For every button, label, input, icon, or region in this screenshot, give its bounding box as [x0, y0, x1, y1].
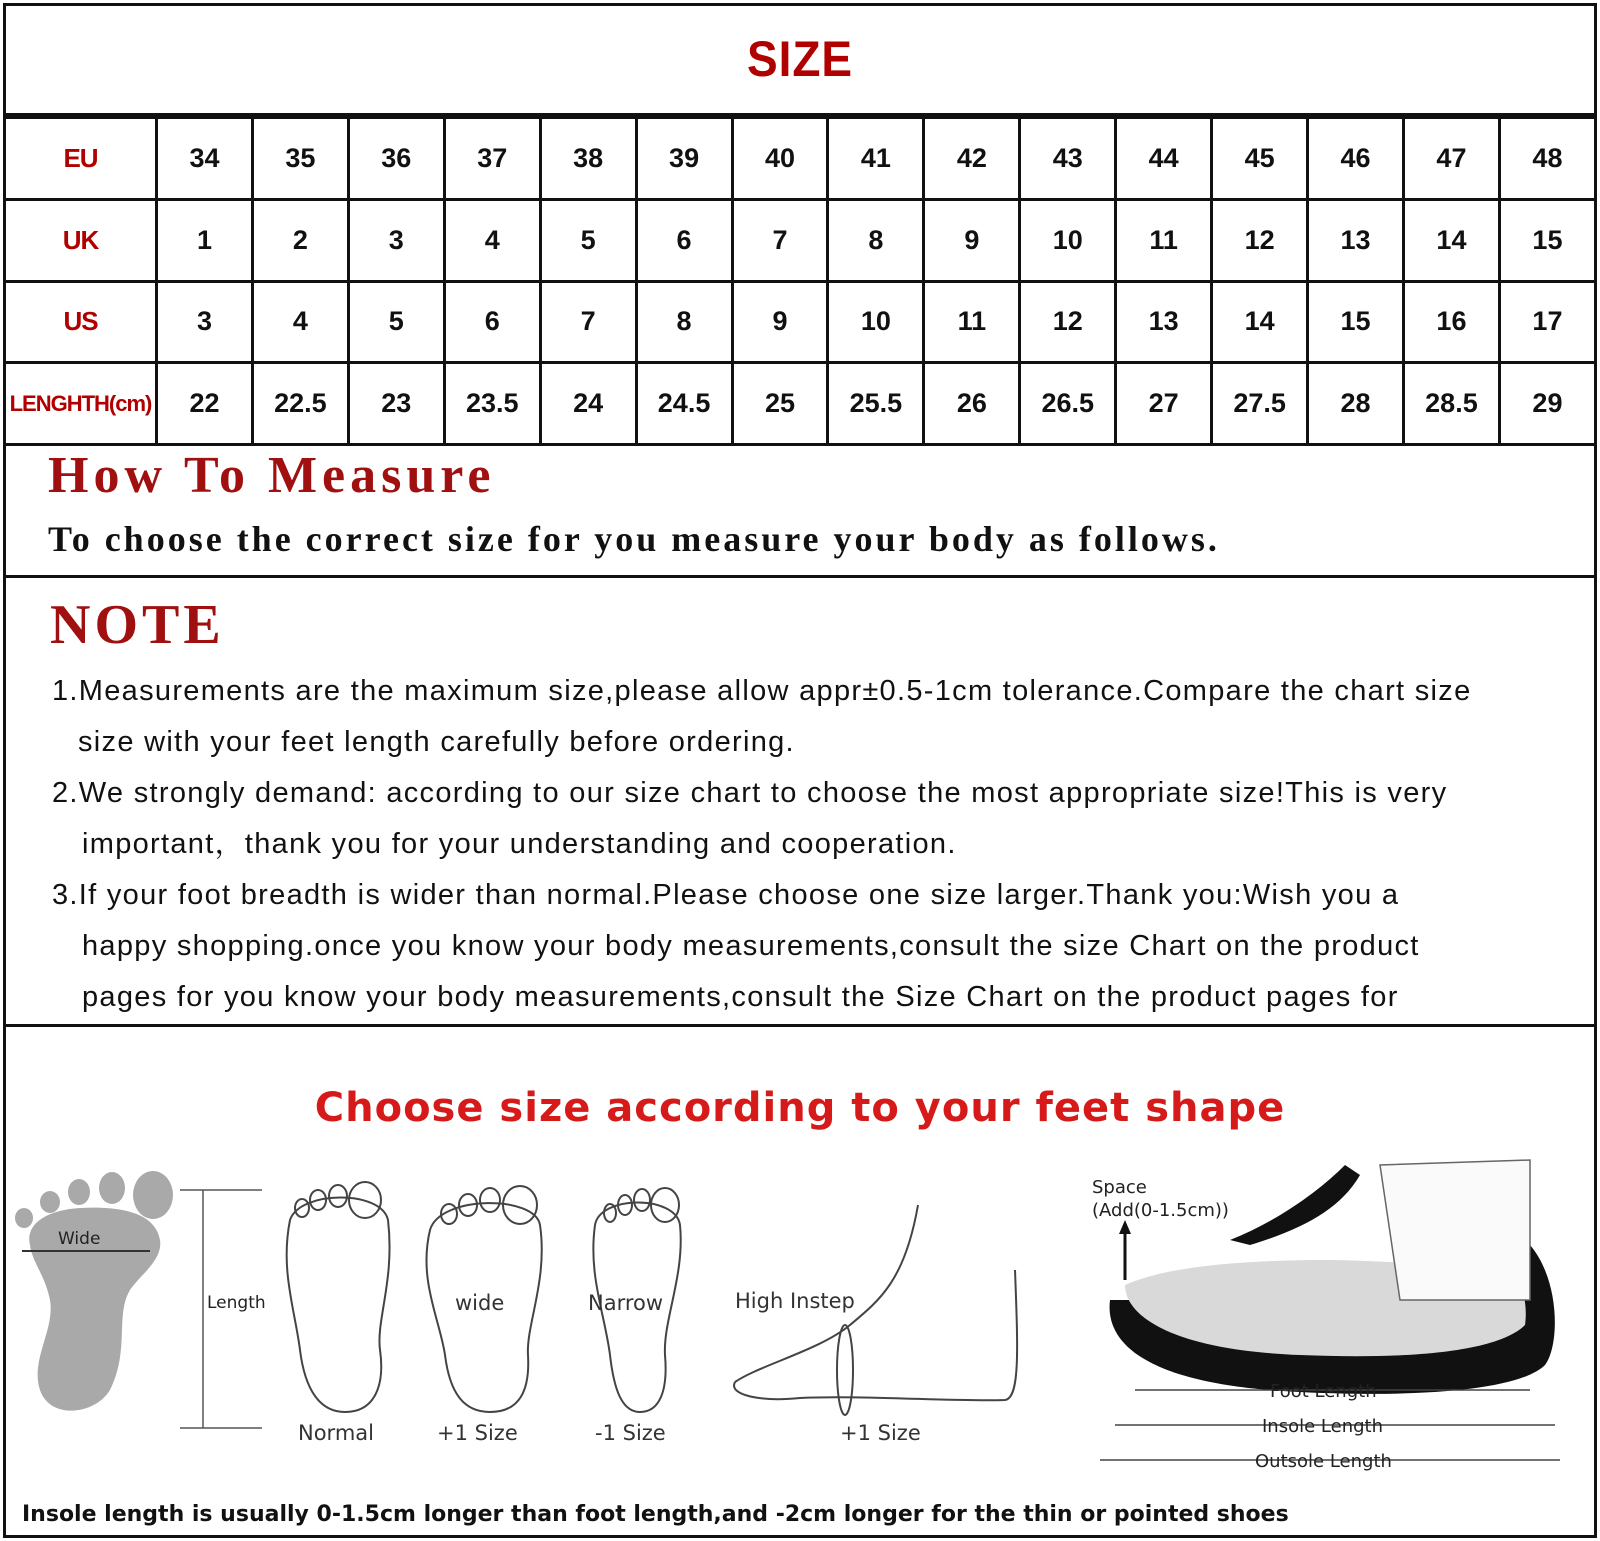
size-cell: 28 [1308, 363, 1404, 445]
outsole-length-label: Outsole Length [1255, 1451, 1392, 1472]
size-cell: 8 [828, 199, 924, 281]
size-cell: 24 [540, 363, 636, 445]
size-cell: 25 [732, 363, 828, 445]
size-cell: 39 [636, 118, 732, 200]
minus-one-size-label: -1 Size [595, 1421, 666, 1445]
divider [3, 575, 1597, 578]
size-cell: 4 [252, 281, 348, 363]
size-row-label: EU [5, 118, 157, 200]
high-instep-label: High Instep [735, 1289, 855, 1313]
plus-one-size-label: +1 Size [437, 1421, 518, 1445]
size-cell: 40 [732, 118, 828, 200]
size-cell: 22 [157, 363, 253, 445]
size-cell: 1 [157, 199, 253, 281]
size-cell: 16 [1403, 281, 1499, 363]
size-cell: 22.5 [252, 363, 348, 445]
size-cell: 42 [924, 118, 1020, 200]
size-cell: 13 [1308, 199, 1404, 281]
size-cell: 2 [252, 199, 348, 281]
space-label: Space [1092, 1177, 1147, 1198]
size-cell: 38 [540, 118, 636, 200]
size-cell: 44 [1116, 118, 1212, 200]
size-cell: 12 [1212, 199, 1308, 281]
wide-foot-label: wide [455, 1291, 505, 1315]
size-cell: 46 [1308, 118, 1404, 200]
size-cell: 7 [732, 199, 828, 281]
size-row-label: UK [5, 199, 157, 281]
insole-note: Insole length is usually 0-1.5cm longer than foot length,and -2cm longer for the thin or pointed shoes [22, 1502, 1289, 1527]
size-cell: 43 [1020, 118, 1116, 200]
size-cell: 8 [636, 281, 732, 363]
how-to-measure-heading: How To Measure [48, 447, 496, 504]
size-cell: 7 [540, 281, 636, 363]
divider [3, 1024, 1597, 1027]
size-cell: 27 [1116, 363, 1212, 445]
size-cell: 47 [1403, 118, 1499, 200]
size-cell: 14 [1212, 281, 1308, 363]
size-cell: 15 [1499, 199, 1595, 281]
size-cell: 36 [348, 118, 444, 200]
size-cell: 11 [1116, 199, 1212, 281]
footprint-icon [15, 1171, 173, 1411]
note-line: size with your feet length carefully before ordering. [78, 726, 795, 758]
size-cell: 5 [540, 199, 636, 281]
feet-shape-title: Choose size according to your feet shape [314, 1085, 1286, 1131]
size-cell: 13 [1116, 281, 1212, 363]
size-row [5, 363, 1596, 445]
size-cell: 41 [828, 118, 924, 200]
shoe-cross-section-icon [1110, 1160, 1555, 1394]
normal-label: Normal [298, 1421, 374, 1445]
size-row-label: US [5, 281, 157, 363]
note-list [52, 666, 1592, 1023]
note-heading: NOTE [50, 594, 225, 656]
size-cell: 24.5 [636, 363, 732, 445]
size-cell: 6 [636, 199, 732, 281]
note-line: 2.We strongly demand: according to our size chart to choose the most appropriate size!This is very [52, 777, 1448, 809]
size-cell: 15 [1308, 281, 1404, 363]
size-cell: 12 [1020, 281, 1116, 363]
insole-length-label: Insole Length [1262, 1416, 1383, 1437]
note-line: happy shopping.once you know your body measurements,consult the size Chart on the product [82, 930, 1420, 962]
size-cell: 10 [1020, 199, 1116, 281]
size-cell: 23 [348, 363, 444, 445]
how-to-measure-subtitle: To choose the correct size for you measure your body as follows. [48, 519, 1220, 559]
note-line: 1.Measurements are the maximum size,please allow appr±0.5-1cm tolerance.Compare the chart size [52, 675, 1472, 707]
size-cell: 26.5 [1020, 363, 1116, 445]
size-cell: 27.5 [1212, 363, 1308, 445]
foot-length-label: Foot Length [1270, 1381, 1377, 1402]
size-row [5, 199, 1596, 281]
page-title: SIZE [747, 31, 853, 87]
size-cell: 14 [1403, 199, 1499, 281]
size-cell: 9 [924, 199, 1020, 281]
size-cell: 5 [348, 281, 444, 363]
size-cell: 17 [1499, 281, 1595, 363]
size-cell: 28.5 [1403, 363, 1499, 445]
note-line: 3.If your foot breadth is wider than normal.Please choose one size larger.Thank you:Wish you a [52, 879, 1400, 911]
size-cell: 3 [348, 199, 444, 281]
size-cell: 48 [1499, 118, 1595, 200]
size-cell: 35 [252, 118, 348, 200]
size-row-label: LENGHTH(cm) [5, 363, 157, 445]
plus-one-size-label: +1 Size [840, 1421, 921, 1445]
size-cell: 26 [924, 363, 1020, 445]
size-row [5, 118, 1596, 200]
note-line: important，thank you for your understanding and cooperation. [82, 828, 957, 860]
size-table [3, 116, 1597, 446]
size-cell: 23.5 [444, 363, 540, 445]
size-cell: 9 [732, 281, 828, 363]
wide-label: Wide [58, 1229, 101, 1249]
size-cell: 29 [1499, 363, 1595, 445]
size-cell: 10 [828, 281, 924, 363]
size-cell: 37 [444, 118, 540, 200]
size-cell: 25.5 [828, 363, 924, 445]
size-cell: 6 [444, 281, 540, 363]
space-add-label: (Add(0-1.5cm)) [1092, 1200, 1229, 1221]
size-cell: 45 [1212, 118, 1308, 200]
size-row [5, 281, 1596, 363]
size-cell: 4 [444, 199, 540, 281]
size-cell: 34 [157, 118, 253, 200]
narrow-label: Narrow [588, 1291, 664, 1315]
feet-shape-illustration [0, 1150, 1600, 1500]
normal-foot-icon [287, 1182, 390, 1412]
note-line: pages for you know your body measurements,consult the Size Chart on the product pages for [82, 981, 1399, 1013]
size-cell: 11 [924, 281, 1020, 363]
length-label: Length [207, 1293, 266, 1313]
size-cell: 3 [157, 281, 253, 363]
